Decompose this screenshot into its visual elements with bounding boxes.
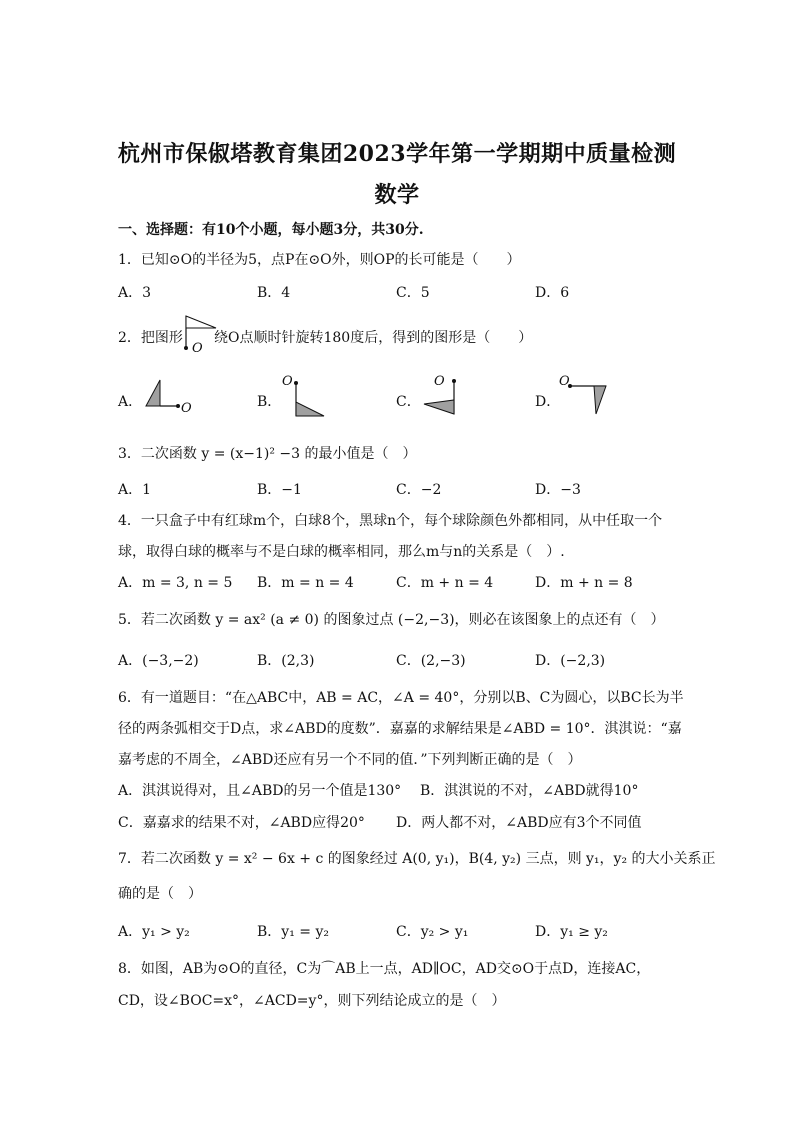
q4-option-d: D．m + n = 8 xyxy=(535,575,633,591)
q5-option-b: B．(2,3) xyxy=(257,653,315,669)
q6-option-c: C．嘉嘉求的结果不对，∠ABD应得20° xyxy=(118,815,365,831)
q1-option-d: D．6 xyxy=(535,285,570,301)
question-1-stem: 1．已知⊙O的半径为5，点P在⊙O外，则OP的长可能是（ ） xyxy=(118,252,521,268)
q2-option-d: D． xyxy=(535,394,561,410)
q3-option-c: C．−2 xyxy=(396,482,442,498)
question-3-stem: 3．二次函数 y = (x−1)² −3 的最小值是（ ） xyxy=(118,446,417,462)
q2-option-d-figure xyxy=(566,382,612,418)
question-4-line-2: 球，取得白球的概率与不是白球的概率相同，那么m与n的关系是（ ）. xyxy=(118,544,565,560)
q6-option-a: A．淇淇说得对，且∠ABD的另一个值是130° xyxy=(118,783,402,799)
q2-option-a-figure xyxy=(142,376,182,414)
q2-figure-o-label: O xyxy=(192,341,203,356)
q6-option-b: B．淇淇说的不对，∠ABD就得10° xyxy=(420,783,639,799)
q7-option-a: A．y₁ > y₂ xyxy=(118,924,190,940)
q2-option-b-figure xyxy=(290,380,330,420)
q3-option-d: D．−3 xyxy=(535,482,581,498)
q3-option-a: A．1 xyxy=(118,482,152,498)
q2-option-b: B． xyxy=(257,394,282,410)
q4-option-c: C．m + n = 4 xyxy=(396,575,494,591)
question-7-line-2: 确的是（ ） xyxy=(118,886,202,902)
question-5-stem: 5．若二次函数 y = ax² (a ≠ 0) 的图象过点 (−2,−3)，则必在该图象上的点还有（ ） xyxy=(118,612,665,628)
q7-option-b: B．y₁ = y₂ xyxy=(257,924,329,940)
question-4-line-1: 4．一只盒子中有红球m个，白球8个，黑球n个，每个球除颜色外都相同，从中任取一个 xyxy=(118,513,663,529)
exam-title: 杭州市保俶塔教育集团2023学年第一学期期中质量检测 xyxy=(117,141,677,167)
q1-option-b: B．4 xyxy=(257,285,291,301)
q2-option-a: A． xyxy=(118,394,143,410)
q6-option-d: D．两人都不对，∠ABD应有3个不同值 xyxy=(396,815,642,831)
question-7-line-1: 7．若二次函数 y = x² − 6x + c 的图象经过 A(0, y₁)，B(4, y₂) 三点，则 y₁，y₂ 的大小关系正 xyxy=(118,851,716,867)
subject-title: 数学 xyxy=(374,182,420,208)
q5-option-a: A．(−3,−2) xyxy=(118,653,199,669)
q2-d-o-label: O xyxy=(559,374,570,389)
q4-option-b: B．m = n = 4 xyxy=(257,575,354,591)
question-6-line-1: 6．有一道题目：“在△ABC中，AB = AC，∠A = 40°，分别以B、C为圆心，以BC长为半 xyxy=(118,690,684,706)
question-2-stem-end: 绕O点顺时针旋转180度后，得到的图形是（ ） xyxy=(214,330,533,346)
q7-option-d: D．y₁ ≥ y₂ xyxy=(535,924,608,940)
q7-option-c: C．y₂ > y₁ xyxy=(396,924,469,940)
section-heading: 一、选择题：有10个小题，每小题3分，共30分. xyxy=(118,222,424,238)
q2-a-o-label: O xyxy=(181,401,192,416)
q1-option-a: A．3 xyxy=(118,285,152,301)
q4-option-a: A．m = 3, n = 5 xyxy=(118,575,233,591)
q3-option-b: B．−1 xyxy=(257,482,302,498)
q2-b-o-label: O xyxy=(282,374,293,389)
question-8-line-2: CD，设∠BOC=x°，∠ACD=y°，则下列结论成立的是（ ） xyxy=(118,993,506,1009)
question-6-line-2: 径的两条弧相交于D点，求∠ABD的度数”．嘉嘉的求解结果是∠ABD = 10°．淇淇说：“嘉 xyxy=(118,721,682,737)
q5-option-d: D．(−2,3) xyxy=(535,653,606,669)
q5-option-c: C．(2,−3) xyxy=(396,653,466,669)
question-2-stem-start: 2．把图形 xyxy=(118,330,183,346)
question-8-line-1: 8．如图，AB为⊙O的直径，C为⌒AB上一点，AD∥OC，AD交⊙O于点D，连接AC， xyxy=(118,961,651,977)
q2-option-c: C． xyxy=(396,394,421,410)
q1-option-c: C．5 xyxy=(396,285,430,301)
q2-c-o-label: O xyxy=(434,374,445,389)
question-6-line-3: 嘉考虑的不周全，∠ABD还应有另一个不同的值．”下列判断正确的是（ ） xyxy=(118,752,582,768)
